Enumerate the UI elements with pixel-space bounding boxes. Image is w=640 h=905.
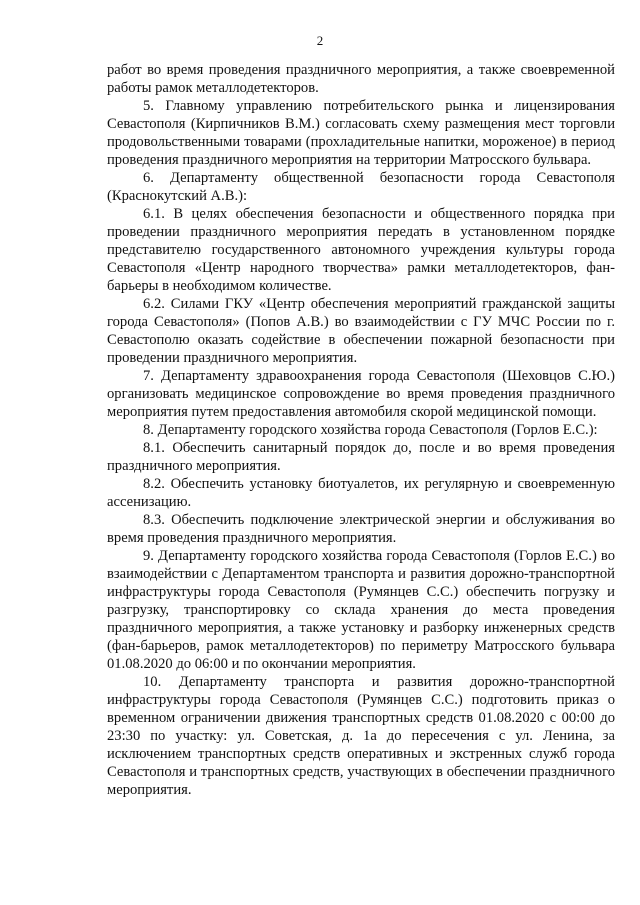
paragraph-item-5: 5. Главному управлению потребительского рынка и лицензирования Севастополя (Кирпичников В.М.) согласовать схему размещения мест торговли продовольственными товарами (прохладительные напитки, мороженое) в период проведения праздничного мероприятия на территории Матросского бульвара. (107, 98, 615, 168)
paragraph-item-8-1: 8.1. Обеспечить санитарный порядок до, после и во время проведения праздничного мероприятия. (107, 440, 615, 474)
paragraph-item-8-3: 8.3. Обеспечить подключение электрической энергии и обслуживания во время проведения праздничного мероприятия. (107, 512, 615, 546)
paragraph-item-6-2: 6.2. Силами ГКУ «Центр обеспечения мероприятий гражданской защиты города Севастополя» (Попов А.В.) во взаимодействии с ГУ МЧС России по г. Севастополю оказать содействие в обеспечении пожарной безопасности при проведении праздничного мероприятия. (107, 296, 615, 366)
paragraph-item-9: 9. Департаменту городского хозяйства города Севастополя (Горлов Е.С.) во взаимодействии с Департаментом транспорта и развития дорожно-транспортной инфраструктуры города Севастополя (Румянцев С.С.) обеспечить погрузку и разгрузку, транспортировку со склада хранения до места проведения праздничного мероприятия, а также установку и разборку инженерных средств (фан-барьеров, рамок металлодетекторов) по периметру Матросского бульвара 01.08.2020 до 06:00 и по окончании мероприятия. (107, 548, 615, 672)
paragraph-item-6-1: 6.1. В целях обеспечения безопасности и общественного порядка при проведении праздничного мероприятия передать в установленном порядке представителю государственного автономного учреждения культуры города Севастополя «Центр народного творчества» рамки металлодетекторов, фан-барьеры в необходимом количестве. (107, 206, 615, 294)
paragraph-item-6: 6. Департаменту общественной безопасности города Севастополя (Краснокутский А.В.): (107, 170, 615, 204)
document-body (107, 61, 615, 799)
paragraph-item-7: 7. Департаменту здравоохранения города Севастополя (Шеховцов С.Ю.) организовать медицинское сопровождение во время проведения праздничного мероприятия путем предоставления автомобиля скорой медицинской помощи. (107, 368, 615, 420)
paragraph-continuation: работ во время проведения праздничного мероприятия, а также своевременной работы рамок металлодетекторов. (107, 62, 615, 96)
paragraph-item-10: 10. Департаменту транспорта и развития дорожно-транспортной инфраструктуры города Севастополя (Румянцев С.С.) подготовить приказ о временном ограничении движения транспортных средств 01.08.2020 с 00:00 до 23:30 по участку: ул. Советская, д. 1а до пересечения с ул. Ленина, за исключением транспортных средств оперативных и экстренных служб города Севастополя и транспортных средств, участвующих в обеспечении праздничного мероприятия. (107, 674, 615, 798)
paragraph-item-8: 8. Департаменту городского хозяйства города Севастополя (Горлов Е.С.): (143, 422, 598, 438)
paragraph-item-8-2: 8.2. Обеспечить установку биотуалетов, их регулярную и своевременную ассенизацию. (107, 476, 615, 510)
page-number: 2 (316, 33, 324, 48)
